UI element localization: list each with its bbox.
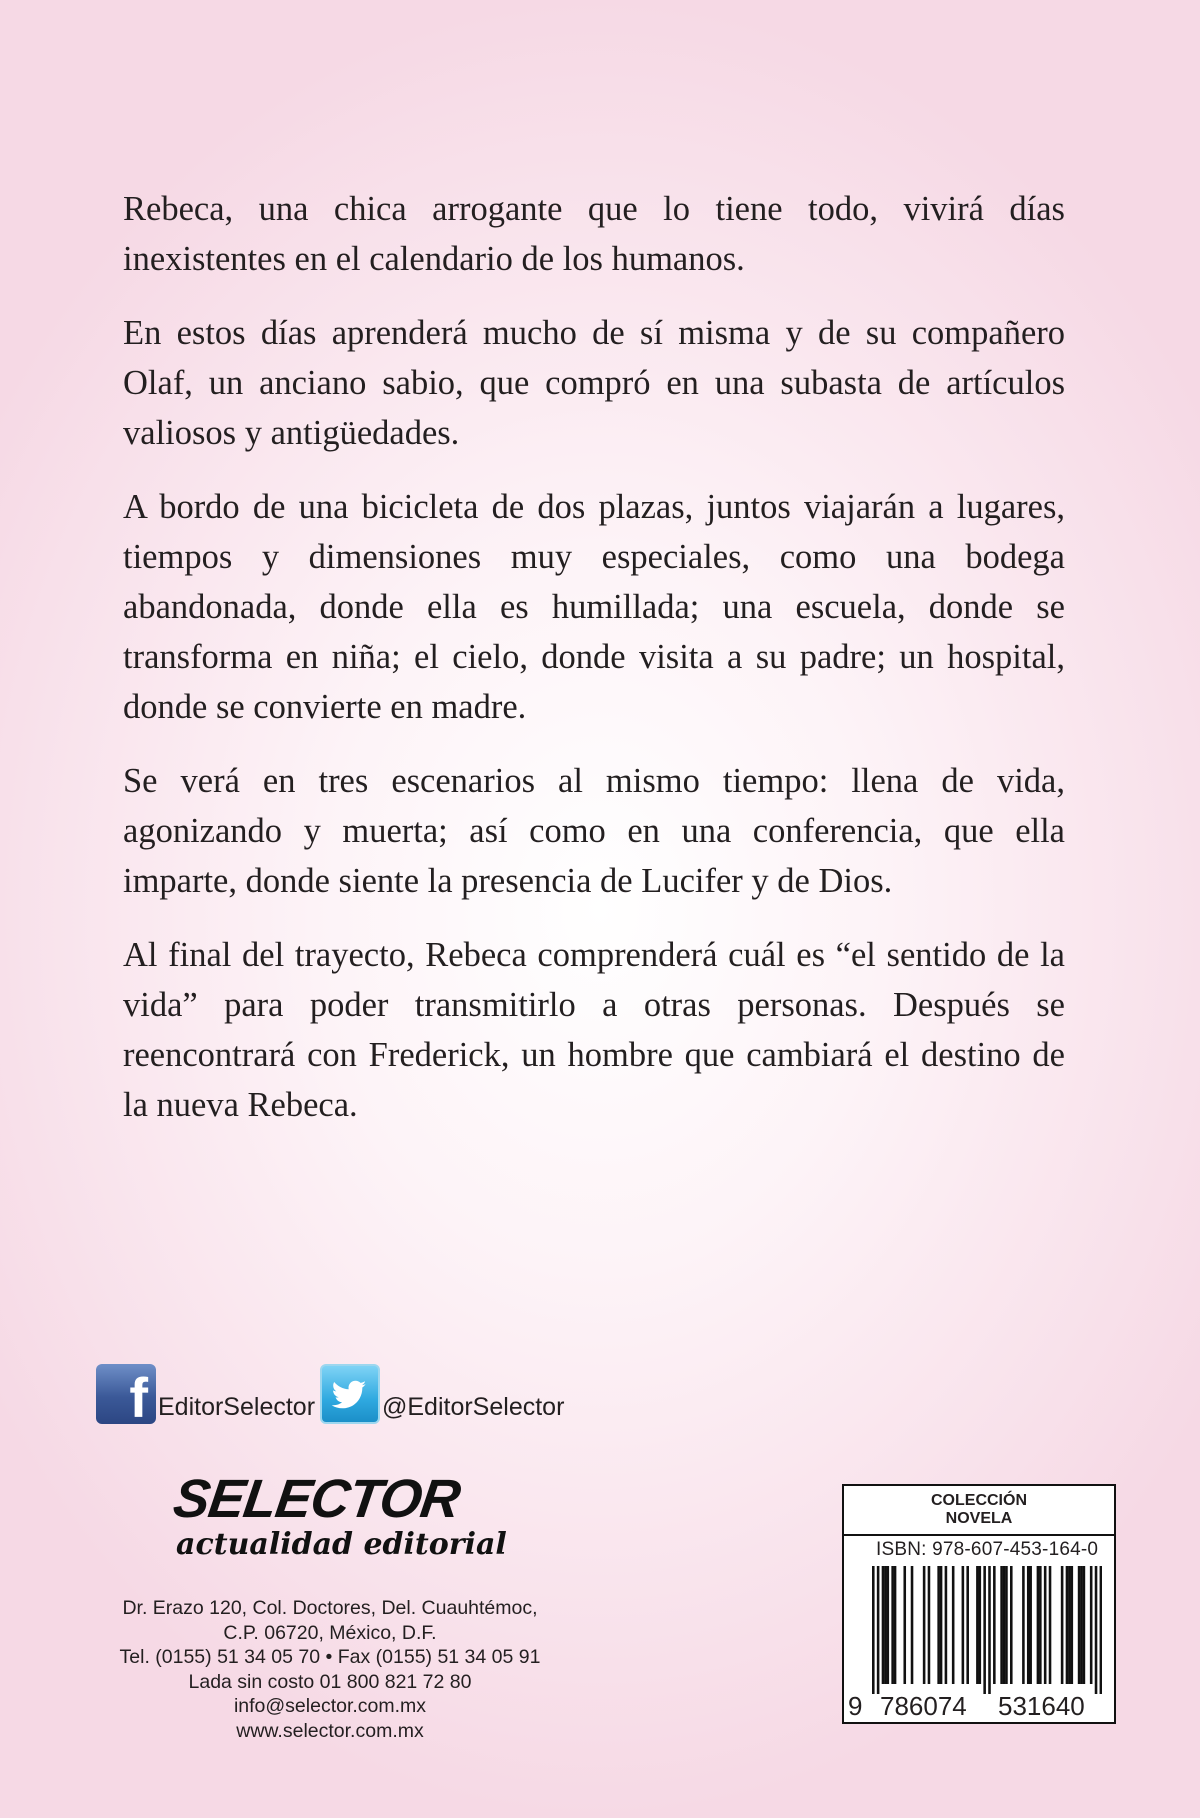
barcode-bar bbox=[945, 1566, 948, 1684]
barcode-bar bbox=[1003, 1566, 1006, 1684]
barcode-bar bbox=[1066, 1566, 1069, 1684]
blurb-paragraph: Se verá en tres escenarios al mismo tiempo: llena de vida, agonizando y muerta; así como en una conferencia, que ella imparte, donde siente la presencia de Lucifer y de Dios. bbox=[123, 762, 1065, 900]
barcode-bar bbox=[1005, 1566, 1008, 1684]
barcode-bars bbox=[872, 1566, 1102, 1694]
website-link[interactable]: www.selector.com.mx bbox=[236, 1719, 424, 1742]
barcode-bar bbox=[1095, 1566, 1098, 1694]
blurb-paragraph: Al final del trayecto, Rebeca comprenderá cuál es “el sentido de la vida” para poder transmitirlo a otras personas. Después se reencontrará con Frederick, un hombre que cambiará el destino de la nueva Rebeca. bbox=[123, 936, 1065, 1124]
facebook-icon: f bbox=[96, 1364, 156, 1424]
blurb-paragraph: A bordo de una bicicleta de dos plazas, juntos viajarán a lugares, tiempos y dimensiones muy especiales, como una bodega abandonada, donde ella es humillada; una escuela, donde se transforma en niña; el cielo, donde visita a su padre; un hospital, donde se convierte en madre. bbox=[123, 488, 1065, 726]
email-link[interactable]: info@selector.com.mx bbox=[233, 1695, 427, 1717]
barcode-bar bbox=[1044, 1566, 1047, 1684]
barcode-bar bbox=[894, 1566, 897, 1684]
address-line: Tel. (0155) 51 34 05 70 • Fax (0155) 51 34 05 91 bbox=[119, 1646, 541, 1668]
collection-label bbox=[844, 1486, 1114, 1536]
barcode-bar bbox=[1049, 1566, 1052, 1684]
isbn-first-digit: 9 bbox=[848, 1691, 863, 1721]
barcode-bar bbox=[962, 1566, 965, 1684]
barcode-bar bbox=[882, 1566, 885, 1684]
facebook-link[interactable] bbox=[96, 1362, 316, 1429]
barcode-bar bbox=[1000, 1566, 1003, 1684]
isbn-text: ISBN: 978-607-453-164-0 bbox=[876, 1539, 1099, 1560]
publisher-address bbox=[80, 1596, 580, 1743]
barcode-bar bbox=[1039, 1566, 1042, 1684]
isbn-left-digits: 786074 bbox=[880, 1691, 967, 1721]
barcode-bar bbox=[1010, 1566, 1013, 1684]
barcode-bar bbox=[1100, 1566, 1102, 1694]
barcode-bar bbox=[1080, 1566, 1083, 1684]
twitter-handle: @EditorSelector bbox=[382, 1393, 565, 1421]
blurb-paragraph: Rebeca, una chica arrogante que lo tiene todo, vivirá días inexistentes en el calendario de los humanos. bbox=[123, 190, 1065, 278]
barcode-bar bbox=[1083, 1566, 1086, 1684]
barcode-bar bbox=[923, 1566, 926, 1684]
barcode-bar bbox=[891, 1566, 894, 1684]
barcode-bar bbox=[911, 1566, 914, 1684]
barcode-bar bbox=[940, 1566, 943, 1684]
barcode-bar bbox=[993, 1566, 996, 1684]
twitter-link[interactable] bbox=[320, 1362, 564, 1424]
publisher-logo bbox=[169, 1469, 507, 1562]
barcode-bar bbox=[966, 1566, 969, 1684]
twitter-icon bbox=[320, 1364, 380, 1424]
barcode-bar bbox=[979, 1566, 982, 1684]
publisher-brand: SELECTOR bbox=[169, 1469, 464, 1529]
barcode-bar bbox=[872, 1566, 875, 1694]
barcode-bar bbox=[1078, 1566, 1081, 1684]
barcode-bar bbox=[1027, 1566, 1030, 1684]
barcode-bar bbox=[928, 1566, 931, 1684]
barcode-bar bbox=[1068, 1566, 1071, 1684]
address-line: Lada sin costo 01 800 821 72 80 bbox=[188, 1670, 472, 1693]
barcode-bar bbox=[952, 1566, 955, 1684]
barcode-bar bbox=[983, 1566, 986, 1694]
barcode-bar bbox=[1071, 1566, 1074, 1684]
collection-line: COLECCIÓN bbox=[931, 1492, 1027, 1509]
barcode-bar bbox=[988, 1566, 991, 1694]
facebook-handle: EditorSelector bbox=[158, 1393, 316, 1421]
back-cover-blurb bbox=[123, 184, 1065, 1154]
publisher-tagline: actualidad editorial bbox=[176, 1527, 507, 1562]
barcode-bar bbox=[884, 1566, 887, 1684]
barcode-bar bbox=[877, 1566, 880, 1694]
barcode-bar bbox=[1029, 1566, 1032, 1684]
address-line: C.P. 06720, México, D.F. bbox=[223, 1621, 437, 1644]
blurb-paragraph: En estos días aprenderá mucho de sí misma y de su compañero Olaf, un anciano sabio, que compró en una subasta de artículos valiosos y antigüedades. bbox=[123, 314, 1065, 452]
barcode-bar bbox=[1061, 1566, 1064, 1684]
barcode-bar bbox=[1022, 1566, 1025, 1684]
isbn-right-digits: 531640 bbox=[998, 1691, 1085, 1721]
barcode-bar bbox=[1037, 1566, 1040, 1684]
barcode-bar bbox=[976, 1566, 979, 1684]
barcode-bar bbox=[1090, 1566, 1093, 1684]
address-line: Dr. Erazo 120, Col. Doctores, Del. Cuauhtémoc, bbox=[122, 1597, 538, 1619]
barcode-bar bbox=[937, 1566, 940, 1684]
barcode-bar bbox=[903, 1566, 906, 1684]
collection-line: NOVELA bbox=[945, 1510, 1013, 1527]
barcode-bar bbox=[887, 1566, 890, 1684]
barcode-box bbox=[842, 1484, 1116, 1724]
